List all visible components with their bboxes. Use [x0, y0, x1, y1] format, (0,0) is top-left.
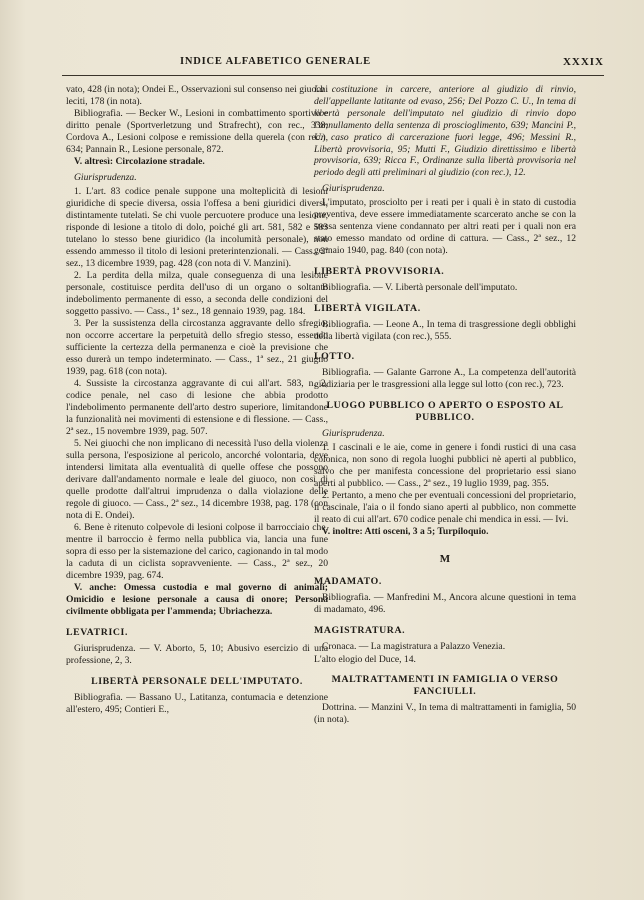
entry-heading-madamato: MADAMATO. — [314, 576, 382, 588]
entry-heading-liberta-provvisoria: LIBERTÀ PROVVISORIA. — [314, 265, 445, 277]
see-also: V. inoltre: Atti osceni, 3 a 5; Turpiloquio. — [322, 526, 489, 538]
jurisprudence-item: 5. Nei giuochi che non implicano di necessità l'uso della violenza sulla persona, l'esposizione al pericolo, ancorché volontaria, deve intendersi limitata alla eventualità di quelle offese che possono derivare dall'andamento normale e leale del giuoco, non così di quelle prodotte dall'altrui imprudenza o dalla violazione delle regole di giuoco. — Cass., 2ª sez., 14 dicembre 1938, pag. 178 (con nota di E. Ondei). — [66, 438, 328, 521]
page-header — [62, 56, 604, 72]
entry-text: Bibliografia. — Leone A., In tema di trasgressione degli obblighi della libertà vigilata (con rec.), 555. — [314, 318, 576, 342]
entry-heading-maltrattamenti: MALTRATTAMENTI IN FAMIGLIA O VERSO FANCIULLI. — [331, 674, 559, 698]
entry-text: Bibliografia. — Bassano U., Latitanza, contumacia e detenzione all'estero, 495; Contieri E., — [66, 691, 328, 715]
entry-text: Bibliografia. — V. Libertà personale dell'imputato. — [322, 281, 518, 293]
jurisprudence-item: 1. I cascinali e le aie, come in genere i fondi rustici di una casa colonica, non sono di regola luoghi pubblici nè aperti al pubblico, salvo che per manifesta concessione del proprietario essi siano aperti al pubblico. — Cass., 2ª sez., 19 luglio 1939, pag. 355. — [314, 442, 576, 489]
entry-heading-lotto: LOTTO. — [314, 351, 355, 363]
running-title: INDICE ALFABETICO GENERALE — [180, 56, 371, 67]
entry-text: L'alto elogio del Duce, 14. — [314, 653, 416, 665]
jurisprudence-item: 6. Bene è ritenuto colpevole di lesioni colpose il barrocciaio che, mentre il barroccio è fermo nella pubblica via, lancia una fune sopra di esso per la sistemazione del carico, cagionando in tal modo la caduta di un ciclista sopravveniente. — Cass., 2ª sez., 20 dicembre 1939, pag. 674. — [66, 522, 328, 581]
entry-text: Giurisprudenza. — V. Aborto, 5, 10; Abusivo esercizio di una professione, 2, 3. — [66, 642, 328, 666]
jurisprudence-item: 3. Per la sussistenza della circostanza aggravante dello sfregio, non occorre accertare la perpetuità dello sfregio stesso, essendo sufficiente la certezza della permanenza e cioè la previsione che esso durerà un tempo indeterminato. — Cass., 1ª sez., 21 giugno 1939, pag. 618 (con nota). — [66, 318, 328, 377]
entry-text: Bibliografia. — Galante Garrone A., La competenza dell'autorità giudiziaria per le trasgressioni alla legge sul lotto (con rec.), 723. — [314, 367, 576, 391]
entry-heading-levatrici: LEVATRICI. — [66, 626, 128, 638]
continued-entry: vato, 428 (in nota); Ondei E., Osservazioni sul consenso nei giuochi leciti, 178 (in nota). — [66, 84, 328, 107]
jurisprudence-item: 4. Sussiste la circostanza aggravante di cui all'art. 583, n. 2, codice penale, nel caso di lesione che abbia prodotto l'indebolimento permanente dell'arto destro superiore, limitandone la funzionalità nei movimenti di estensione e di flessione. — Cass., 2ª sez., 15 novembre 1939, pag. 507. — [66, 378, 328, 437]
entry-heading-liberta-vigilata: LIBERTÀ VIGILATA. — [314, 302, 421, 314]
subsection-label: Giurisprudenza. — [322, 183, 385, 195]
left-column — [66, 84, 328, 716]
jurisprudence-item: 1. L'art. 83 codice penale suppone una molteplicità di lesioni giuridiche di specie diversa, ossia l'offesa a beni giuridici diversi, distintamente tutelati. Se chi vuole percuotere produce una lesione, risponde di lesione a titolo di dolo, poiché gli art. 581, 582 e 583 tutelano lo stesso bene giuridico (la incolumità personale), non essendo ammesso il titolo di lesioni preterintenzionali. — Cass., 2ª sez., 13 dicembre 1939, pag. 428 (con nota di V. Manzini). — [66, 186, 328, 269]
continued-entry: La costituzione in carcere, anteriore al giudizio di rinvio, dell'appellante latitante od evaso, 256; Del Pozzo C. U., In tema di libertà personale dell'imputato nel giudizio di rinvio dopo l'annullamento della sentenza di proscioglimento, 639; Mancini P., Un caso pratico di carcerazione fuori legge, 496; Messini R., Libertà provvisoria, 95; Mutti F., Giudizio direttissimo e libertà provvisoria, 639; Ricca F., Ordinanze sulla libertà provvisoria nel periodo degli atti preliminari al giudizio (con rec.), 12. — [314, 84, 576, 179]
entry-text: Bibliografia. — Manfredini M., Ancora alcune questioni in tema di madamato, 496. — [314, 592, 576, 616]
jurisprudence-item: 2. La perdita della milza, quale conseguenza di una lesione personale, costituisce perdita dell'uso di un organo o soltanto indebolimento permanente di esso, a seconda delle condizioni del soggetto passivo. — Cass., 1ª sez., 18 gennaio 1939, pag. 184. — [66, 270, 328, 317]
right-column — [314, 84, 576, 727]
subsection-label: Giurisprudenza. — [74, 172, 137, 184]
jurisprudence-item: L'imputato, prosciolto per i reati per i quali è in stato di custodia preventiva, deve essere immediatamente scarcerato anche se con la stessa sentenza viene condannato per altri reati per i quali non era stato emesso mandato od ordine di cattura. — Cass., 2ª sez., 12 gennaio 1940, pag. 840 (con nota). — [314, 197, 576, 256]
entry-heading-luogo-pubblico: LUOGO PUBBLICO O APERTO O ESPOSTO AL PUBBLICO. — [326, 400, 564, 424]
jurisprudence-item: 2. Pertanto, a meno che per eventuali concessioni del proprietario, il cascinale, l'aia o il fondo siano aperti al pubblico, non commette il reato di cui all'art. 670 codice penale chi mendica in essi. — Ivi. — [314, 490, 576, 526]
page-number: XXXIX — [562, 56, 604, 68]
bibliography-entry: Bibliografia. — Becker W., Lesioni in combattimento sportivo e diritto penale (Sportverletzung und Strafrecht), con rec., 338; Cordova A., Lesioni colpose e remissione della querela (con rec.), 634; Pannain R., Lesione personale, 872. — [66, 108, 328, 156]
entry-text: Cronaca. — La magistratura a Palazzo Venezia. — [322, 641, 506, 653]
subsection-label: Giurisprudenza. — [322, 428, 385, 440]
entry-heading-liberta-personale: LIBERTÀ PERSONALE DELL'IMPUTATO. — [91, 675, 303, 687]
entry-text: Dottrina. — Manzini V., In tema di maltrattamenti in famiglia, 50 (in nota). — [314, 702, 576, 726]
entry-heading-magistratura: MAGISTRATURA. — [314, 625, 406, 637]
section-letter: M — [439, 553, 451, 566]
see-also: V. anche: Omessa custodia e mal governo di animali; Omicidio e lesione personale a causa di onore; Persona civilmente obbligata per l'ammenda; Ubriachezza. — [66, 582, 328, 617]
see-also: V. altresì: Circolazione stradale. — [74, 156, 205, 168]
header-rule — [62, 75, 604, 76]
